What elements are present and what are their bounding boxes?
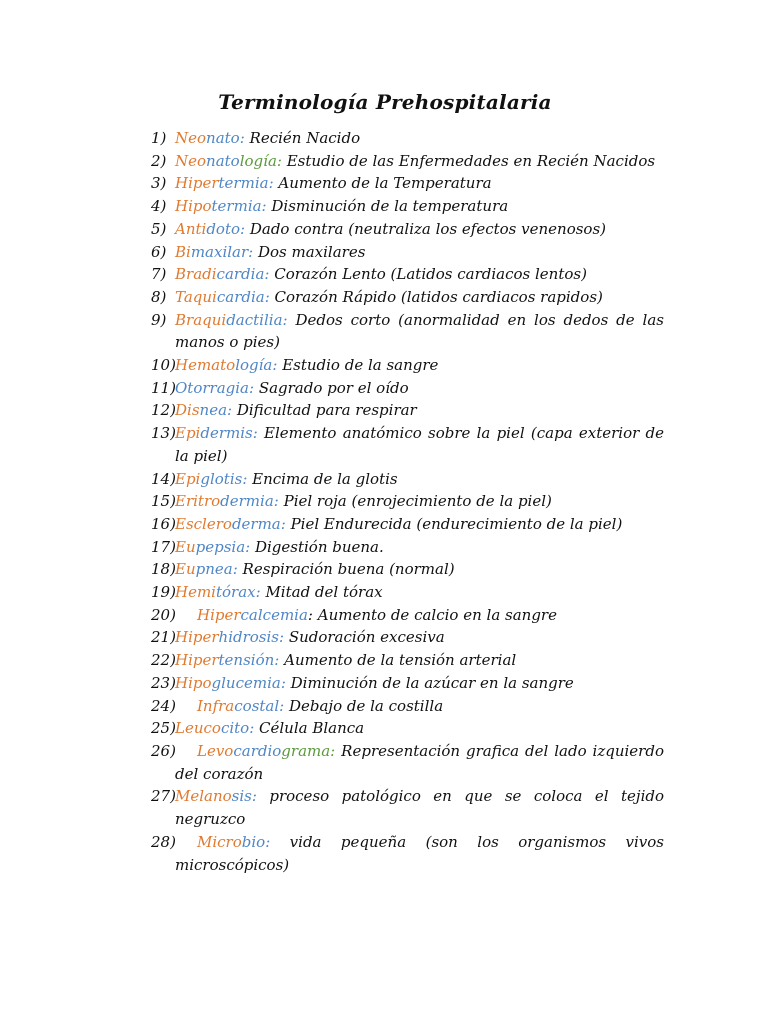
item-term	[175, 560, 238, 578]
term-part: calcemia	[240, 605, 308, 624]
item-number: 7)	[151, 265, 167, 284]
item-definition: Representación grafica del lado izquierdo del corazón	[175, 741, 664, 783]
item-number: 23)	[151, 673, 176, 692]
term-part: Hemi	[175, 583, 216, 602]
item-number: 10)	[151, 356, 176, 375]
term-part: Infra	[197, 696, 235, 715]
item-number: 21)	[151, 628, 176, 647]
term-part: Epi	[175, 469, 201, 488]
item-term	[175, 833, 270, 851]
item-term	[175, 129, 245, 147]
term-part: termia:	[218, 174, 274, 193]
term-part: glucemia:	[211, 673, 286, 692]
term-part: termia:	[211, 197, 267, 216]
term-part: Hiper	[197, 605, 241, 624]
item-number: 20)	[151, 605, 176, 624]
list-item	[112, 150, 664, 173]
term-part: Bi	[175, 242, 191, 261]
term-part: hidrosis:	[218, 628, 285, 647]
term-part: dermis:	[200, 424, 258, 443]
list-item	[112, 672, 664, 695]
item-number: 26)	[151, 741, 176, 760]
term-part: logía:	[239, 151, 282, 170]
item-term	[175, 538, 250, 556]
term-part: cardio	[233, 741, 282, 760]
list-item	[112, 831, 664, 876]
item-definition: Debajo de la costilla	[284, 696, 444, 715]
item-term	[175, 742, 335, 760]
term-part: Eu	[175, 537, 196, 556]
item-number: 14)	[151, 469, 176, 488]
item-number: 24)	[151, 696, 176, 715]
list-item	[112, 127, 664, 150]
term-part: Hiper	[175, 651, 219, 670]
list-item	[112, 649, 664, 672]
term-part: Eu	[175, 560, 196, 579]
term-part: Neo	[175, 151, 207, 170]
item-definition: Elemento anatómico sobre la piel (capa exterior de la piel)	[175, 424, 664, 465]
item-number: 6)	[151, 242, 167, 261]
term-part: Epi	[175, 424, 201, 443]
list-item	[112, 309, 664, 354]
term-part: Dis	[175, 401, 200, 420]
list-item	[112, 172, 664, 195]
item-term	[175, 606, 313, 624]
item-definition: Aumento de la tensión arterial	[279, 651, 517, 670]
term-part: costal:	[234, 696, 285, 715]
term-part: :	[307, 605, 313, 624]
item-number: 8)	[151, 287, 167, 306]
term-part: Anti	[175, 219, 207, 238]
item-definition: Aumento de calcio en la sangre	[312, 605, 557, 624]
item-definition: proceso patológico en que se coloca el tejido negruzco	[175, 787, 664, 829]
list-item	[112, 286, 664, 309]
list-item	[112, 717, 664, 740]
page-title: Terminología Prehospitalaria	[218, 90, 552, 114]
item-number: 3)	[151, 174, 167, 193]
item-number: 2)	[151, 151, 167, 170]
item-term	[175, 152, 282, 170]
list-item	[112, 218, 664, 241]
term-part: bio:	[241, 832, 271, 851]
item-definition: vida pequeña (son los organismos vivos microscópicos)	[175, 832, 664, 874]
term-part: pnea:	[195, 560, 238, 579]
list-item	[112, 785, 664, 830]
term-part: maxilar:	[190, 242, 254, 261]
term-part: Hipo	[175, 197, 212, 216]
term-part: rragia:	[202, 378, 255, 397]
list-item	[112, 604, 664, 627]
item-term	[175, 674, 286, 692]
item-number: 27)	[151, 787, 176, 806]
item-definition: Corazón Lento (Latidos cardiacos lentos)	[269, 265, 587, 284]
item-definition: Dedos corto (anormalidad en los dedos de las manos o pies)	[175, 310, 664, 352]
list-item	[112, 377, 664, 400]
item-definition: Mitad del tórax	[260, 583, 383, 602]
item-definition: Diminución de la azúcar en la sangre	[285, 673, 574, 692]
term-part: nato	[206, 151, 240, 170]
term-part: glotis:	[200, 469, 248, 488]
item-term	[175, 697, 284, 715]
item-term	[175, 515, 286, 533]
item-definition: Disminución de la temperatura	[266, 197, 509, 216]
item-definition: Estudio de la sangre	[277, 356, 439, 375]
item-number: 15)	[151, 492, 176, 511]
item-number: 19)	[151, 583, 176, 602]
item-definition: Dos maxilares	[253, 242, 366, 261]
term-part: Melano	[175, 787, 232, 806]
list-item	[112, 422, 664, 467]
item-definition: Dado contra (neutraliza los efectos venenosos)	[245, 219, 607, 238]
term-part: tensión:	[218, 651, 280, 670]
list-item	[112, 513, 664, 536]
item-term	[175, 492, 279, 510]
item-number: 1)	[151, 129, 167, 147]
item-definition: Recién Nacido	[244, 129, 361, 147]
term-part: logía:	[235, 356, 278, 375]
list-item	[112, 558, 664, 581]
item-term	[175, 379, 254, 397]
term-part: dermia:	[220, 492, 279, 511]
item-number: 17)	[151, 537, 176, 556]
item-number: 11)	[151, 378, 176, 397]
term-part: cito:	[220, 719, 255, 738]
term-part: derma:	[231, 514, 286, 533]
item-number: 22)	[151, 651, 176, 670]
item-definition: Corazón Rápido (latidos cardiacos rapidos)	[269, 287, 603, 306]
term-part: Bradi	[175, 265, 217, 284]
item-definition: Célula Blanca	[254, 719, 365, 738]
list-item	[112, 195, 664, 218]
list-item	[112, 468, 664, 491]
item-term	[175, 787, 257, 805]
item-term	[175, 651, 279, 669]
item-term	[175, 424, 258, 442]
item-number: 9)	[151, 310, 167, 329]
item-definition: Aumento de la Temperatura	[273, 174, 492, 193]
item-definition: Encima de la glotis	[247, 469, 398, 488]
item-term	[175, 356, 277, 374]
item-definition: Sagrado por el oído	[254, 378, 409, 397]
term-list	[112, 127, 664, 876]
item-term	[175, 174, 274, 192]
term-part: Leuco	[175, 719, 221, 738]
term-part: doto:	[206, 219, 246, 238]
list-item	[112, 399, 664, 422]
item-number: 16)	[151, 514, 176, 533]
term-part: Braqui	[175, 310, 227, 329]
item-term	[175, 265, 269, 283]
list-item	[112, 241, 664, 264]
list-item	[112, 695, 664, 718]
term-part: grama:	[281, 741, 336, 760]
item-number: 5)	[151, 219, 167, 238]
item-term	[175, 628, 284, 646]
term-part: Levo	[197, 741, 234, 760]
term-part: Micro	[197, 832, 242, 851]
item-definition: Digestión buena.	[250, 537, 384, 556]
term-part: nato:	[206, 129, 245, 147]
term-part: Hiper	[175, 628, 219, 647]
item-definition: Sudoración excesiva	[284, 628, 445, 647]
list-item	[112, 536, 664, 559]
list-item	[112, 490, 664, 513]
list-item	[112, 626, 664, 649]
item-definition: Estudio de las Enfermedades en Recién Nacidos	[281, 151, 656, 170]
item-number: 25)	[151, 719, 176, 738]
term-part: pepsia:	[195, 537, 251, 556]
item-definition: Piel roja (enrojecimiento de la piel)	[278, 492, 552, 511]
item-term	[175, 243, 253, 261]
term-part: Eritro	[175, 492, 221, 511]
item-term	[175, 220, 245, 238]
item-term	[175, 288, 270, 306]
item-number: 12)	[151, 401, 176, 420]
list-item	[112, 740, 664, 785]
list-item	[112, 581, 664, 604]
list-item	[112, 354, 664, 377]
item-term	[175, 311, 288, 329]
term-part: o	[197, 129, 207, 147]
term-part: Hipo	[175, 673, 212, 692]
list-item	[112, 263, 664, 286]
term-part: sis:	[231, 787, 257, 806]
item-definition: Piel Endurecida (endurecimiento de la piel)	[285, 514, 623, 533]
item-number: 4)	[151, 197, 167, 216]
item-term	[175, 583, 261, 601]
item-definition: Dificultad para respirar	[232, 401, 417, 420]
item-number: 13)	[151, 424, 176, 443]
term-part: cardia:	[216, 265, 270, 284]
term-part: Hemato	[175, 356, 236, 375]
item-number: 28)	[151, 832, 176, 851]
item-number: 18)	[151, 560, 176, 579]
term-part: nea:	[199, 401, 233, 420]
term-part: cardia:	[216, 287, 270, 306]
item-term	[175, 719, 254, 737]
item-term	[175, 470, 247, 488]
item-term	[175, 197, 267, 215]
term-part: Hiper	[175, 174, 219, 193]
term-part: Ne	[175, 129, 198, 147]
term-part: Oto	[175, 378, 203, 397]
term-part: tórax:	[215, 583, 261, 602]
term-part: Esclero	[175, 514, 232, 533]
term-part: Taqui	[175, 287, 217, 306]
item-term	[175, 401, 232, 419]
term-part: dactilia:	[226, 310, 288, 329]
item-definition: Respiración buena (normal)	[237, 560, 455, 579]
